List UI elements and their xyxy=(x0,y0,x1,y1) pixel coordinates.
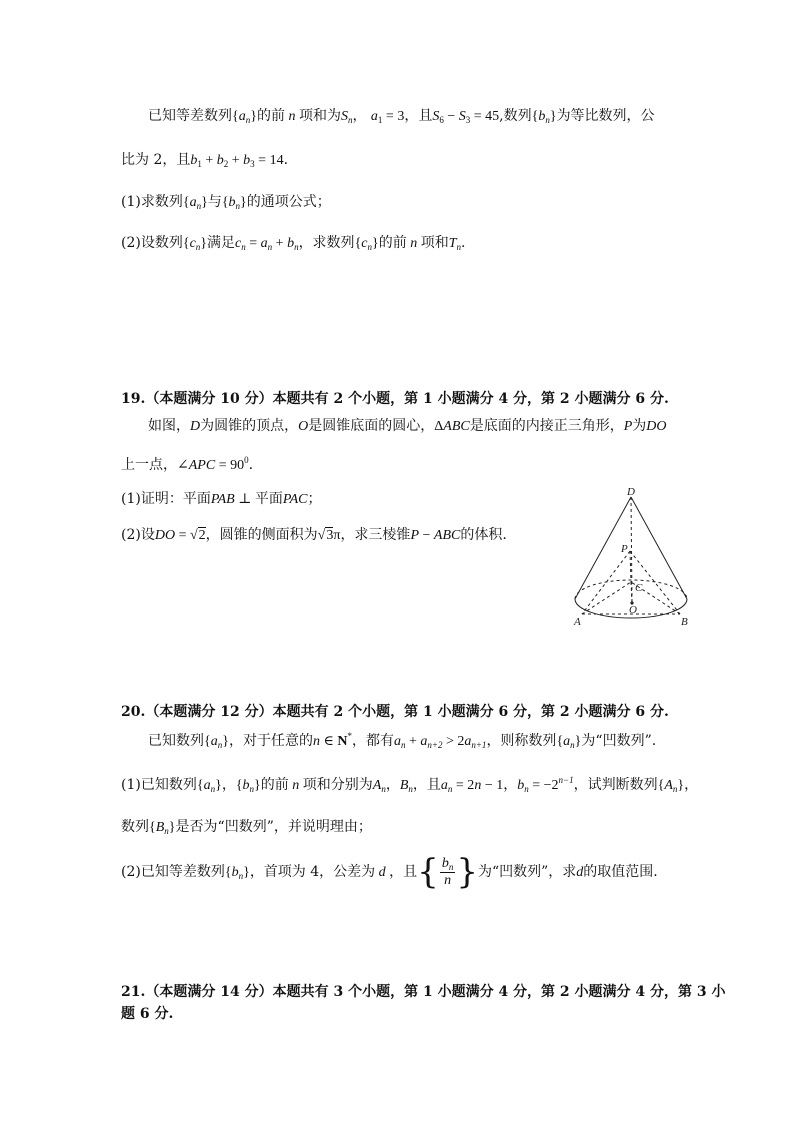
p20-line-1: 已知数列$\{a_n\}$，对于任意的n ∈ N*，都有$a_n + a_{n+2} > 2a_{n+1}$，则称数列$\{a_n\}$为“凹数列”. xyxy=(148,731,657,750)
p18-line-2: 比为 2，且$b_1 + b_2 + b_3 = 14$. xyxy=(121,152,289,169)
segment-PC xyxy=(630,551,631,582)
p20-header: 20.（本题满分 12 分）本题共有 2 个小题，第 1 小题满分 6 分，第 2 小题满分 6 分. xyxy=(121,704,669,720)
p20-line-3: 数列$\{B_n\}$是否为“凹数列”，并说明理由； xyxy=(121,819,372,836)
p19-line-2: 上一点，∠APC = $90^0$. xyxy=(121,455,254,473)
p18-question-1: (1)求数列$\{a_n\}$与$\{b_n\}$的通项公式； xyxy=(121,194,331,211)
label-C: C xyxy=(635,582,643,594)
p19-line-1: 如图，D为圆锥的顶点，O是圆锥底面的圆心，ΔABC是底面的内接正三角形，P为DO xyxy=(148,418,667,434)
label-P: P xyxy=(621,543,628,555)
p19-header: 19.（本题满分 10 分）本题共有 2 个小题，第 1 小题满分 4 分，第 2 小题满分 6 分. xyxy=(121,391,669,407)
p21-header-line-1: 21.（本题满分 14 分）本题共有 3 个小题，第 1 小题满分 4 分，第 2 小题满分 4 分，第 3 小 xyxy=(121,984,726,1000)
segment-DO xyxy=(631,497,632,603)
label-B: B xyxy=(681,616,688,628)
fraction-bn-over-n: $\frac{b_n}{n}$ xyxy=(441,855,454,888)
p21-header-line-2: 题 6 分. xyxy=(121,1006,174,1022)
p18-question-2: (2)设数列$\{c_n\}$满足$c_n = a_n + b_n$，求数列$\{c_n\}$的前 n 项和$T_n$. xyxy=(121,235,466,252)
label-A: A xyxy=(574,616,581,628)
p19-question-2: (2)设DO = √2，圆锥的侧面积为√3π，求三棱锥P − ABC的体积. xyxy=(121,527,507,543)
p18-line-1: 已知等差数列$\{a_n\}$的前 n 项和为$S_n$， $a_1 = 3$，且$S_6 - S_3 = 45$,数列$\{b_n\}$为等比数列，公 xyxy=(148,108,655,125)
p19-question-1: (1)证明：平面PAB ⊥ 平面PAC； xyxy=(121,491,322,507)
p20-question-1: (1)已知数列$\{a_n\}$，$\{b_n\}$的前 n 项和分别为$A_n$，$B_n$，且$a_n = 2n - 1$，$b_n = -2^{n-1}$，试判断数列$\{A_n\}$， xyxy=(121,775,699,794)
label-O: O xyxy=(629,604,637,616)
cone-figure xyxy=(566,486,696,632)
p20-question-2: (2)已知等差数列$\{b_n\}$，首项为 4，公差为 d ，且{ $\frac{b_n}{n}$ }为“凹数列”，求d的取值范围. xyxy=(121,852,658,892)
label-D: D xyxy=(627,486,635,498)
